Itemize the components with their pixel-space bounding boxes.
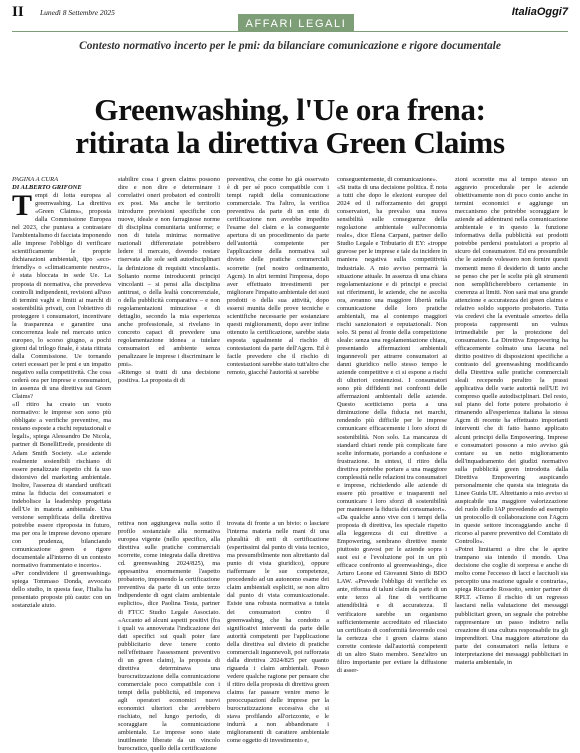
column-5-paragraph: zioni scorrette ma al tempo stesso un aggravio procedurale per le aziende obiettivamente non di poco conto anche in termini economici e aggiunge un meccanismo che potrebbe scoraggiare le aziende ad addentrarsi nella comunicazione ambientale e in questo la funzione informativa della pubblicità sui prodotti potrebbe perdersi postulatori a proprio al sicuro del consumatore. Ed era presumibile che le aziende volessero non fornire questi momenti meno il desiderio di tanto anche se penso che per le scelte più gli strumenti non semplificherebbero certamente in coerenza ai limiti. Non sarà mai una grande attenzione e accuratezza dei green claims e relativo solido supporto probatorio. Tutta via credevi che la eventuale «morte» della proposta rappresenti un vulnus irrimediabile per la protezione del consumatore. La Direttiva Empowering ha efficacemente colmato una lacuna nel diritto positivo di disposizioni specifiche a contrasto del greenwashing modificando della Direttiva sulle pratiche commerciali sleali recependo peraltro la prassi applicativa delle varie autorità nell'UE ivi compreso quelle autodisciplinari. Del resto, sul piano del forte potere probatorio è rimanendo all'esperienza italiana la stessa Agcm di recente ha effettuato importanti interventi che di fatto hanno applicato alcuni principi della Empowering. Imprese e consumatori possono a mio avviso già contare su un netto miglioramento dell'inquadramento dei giudizi normativo sulla pubblicità green introdotta dalla Direttiva Empowering auspicando personalmente che questa sia integrata da Linee Guida UE. Altrettanto a mio avviso si auspicabile una maggiore valorizzazione del ruolo dello IAP prevedendo ad esempio un protocollo di collaborazione con l'Agcm in queste settore incoraggiando anche il ricorso al parere preventivo del Comitato di Controllo». «Potrei limitarmi a dire che le aprire trampano sia intendo il mondo. Una decisione che coglie di sorpresa e anche di molto come l'eccesso di lacci e lacciuoli sia percepito una reazione uguale e contraria», spiega Riccardo Rossotto, senior partner di RPLT. «Temo il rischio di un regresso lasciarsi nella valutazione dei messaggi pubblicitari green, un segnale che potrebbe rappresentare un passo indietro nella creazione di una cultura responsabile tra gli imprenditori. Una maggiore attenzione da parte dei consumatori nella lettura e interpretazione dei messaggi pubblicitari in materia ambientale, in — [455, 176, 568, 666]
column-2-lower-paragraph: rettiva non aggiungeva nulla sotto il profilo sostanziale alla normativa europea vigente (nello specifico, alla direttiva sulle pratiche commerciali scorrette, come integrata dalla direttiva cd. greenwashing 2024/825), ma appesantiva enormemente l'aspetto probatorio, imponendo la certificazione preventiva da parte di un ente terzo indipendente di ogni claim ambientale esplicito», dice Paolina Testa, partner di FTCC Studio Legale Associato. «Accanto ad alcuni aspetti positivi (fra i quali va annoverata l'indicazione dei dati specifici sui quali poter fare pubblicitario deve tenere conto nell'effettuare l'assessment preventivo di un green claim), la proposta di direttiva determinava una burocratizzazione della comunicazione commerciale poco compatibile con i tempi della pubblicità, ed imponeva agli operatori economici nuovi economici ulteriori che avrebbero rischiato, nel lungo periodo, di scoraggiare la comunicazione ambientale. Le imprese sono state inutilmente liberate da un vincolo burocratico, quello della certificazione — [118, 520, 220, 753]
column-1-paragraph-1: empi di lotta europea al greenwashing. La direttiva «Green Claims», proposta dalla Commissione Europea nel 2023, che puntava a contrastare l'ambientalismo di facciata imponendo alle imprese l'obbligo di verificare scientificamente le proprie dichiarazioni ambientali, tipo «eco-friendly» o «climaticamente neutro», è stata bloccata in sede Ue. La proposta di normativa, che prevedeva controlli indipendenti, revisioni all'uso di termini vaghi e limiti ai marchi di sostenibilità privati, con l'obiettivo di proteggere i consumatori, incentivare la trasparenza e garantire una concorrenza leale nel mercato unico europeo, lo scorso giugno, a pochi giorni dal trilogo finale, è stata ritirata dalla Commissione. Ue tornando ceteri ecessari per le pmi e un impatto negativo sulla competitività. Che cosa cederà ora per imprese e consumatori, in assenza di una direttiva sui Green Claims? — [12, 192, 111, 401]
section-label — [238, 14, 354, 32]
column-2-paragraph-1: stabilire cosa i green claims possono dire e non dire e determinare i correlativi oneri probatori ed controlli ex post. Ma anche le territorio introdurre previsioni specifiche con nuove, ideale e non farraginose norme di disciplina comunitaria uniforme; e non di tutela minima: normative nazionali differenziate potrebbero ledere il mercato, dovendo restare riservata alle sole sedi autodisciplinari la definizione di requisiti vincolanti». Soltanto norme introducenti principi vincolanti – si pensi alla disciplina antitrust, o della lealtà concorrenziale, o della pubblicità comparativa – e non regolamentazioni minuziose e di dettaglio, secondo la mia esperienza anche professionale, si rivelano in concreto capaci di prevedere una regolamentazione idonea a tutelare consumatori ed ambiente senza penalizzare le imprese i discriminare le pmi». — [118, 176, 220, 369]
section-label-text: AFFARI LEGALI — [245, 18, 347, 30]
issue-date: Lunedì 8 Settembre 2025 — [40, 8, 115, 17]
column-3-lower-paragraph: trovata di fronte a un bivio: o lasciare l'interna materia nelle mani di una pluralità di enti di certificazione (espertissimi dal punto di vista tecnico, ma presumibilmente non altrettanto dal punto di vista giuridico), oppure riaffermare le sue competenze, procedendo ad un autonomo esame dei claim ambientali espliciti, se non altro dal punto di vista comunicazionale. Esiste una robusta normativa a tutela dei consumatori contro il greenwashing, che ha condotto a significativi interventi da parte delle autorità competenti per l'applicazione della direttiva sul divieto di pratiche commerciali ingannevoli, poi rafforzata dalla direttiva 2024/825 per quanto riguarda i claim ambientali. Posso vedere qualche ragione per pensare che il ritiro della proposta di direttiva green claims far passare venire meno le preoccupazioni delle imprese per la burocratizzazione eccessiva che si stava profilando all'orizzonte, e le indurrà a non abbandonare i miglioramenti di carattere ambientale come oggetto di investimento e, — [227, 520, 329, 745]
column-1-paragraph-3: «Per condividere il greenwashing» spiega Tommaso Donda, avvocato dello studio, in questa fase, l'Italia ha presentato proposte più caute: con un sostanziale aiuto. — [12, 570, 111, 610]
column-1-paragraph-2: «Il ritiro ha creato un vuoto normativo: le imprese son sono più obbligate a verifiche preventive, ma restano esposte a rischi reputazionali e legali», spiega Alessandro De Nicola, partner di BonelliErede, presidente di Adam Smith Society. «Le aziende realmente sostenibili rischiano di essere penalizzate rispetto chi fa uso distorsivo del marketing ambientale. Inoltre, l'assenza di standard unificati mina la fiducia dei consumatori e indebolisce la leadership progettata dell'Ue in materia ambientale. Una versione semplificata della direttiva potrebbe essere riproposta in futuro, ma per ora le imprese devono operare con prudenza, bilanciando comunicazione green e rigore documentale all'interno di un contesto normativo frammentato e incerto». — [12, 401, 111, 570]
header-rule — [12, 31, 568, 32]
article-headline — [12, 93, 568, 159]
column-2-paragraph-2: «Ritengo si tratti di una decisione positiva. La proposta di di — [118, 369, 220, 385]
article-column-3 — [227, 176, 329, 511]
article-column-1 — [12, 189, 111, 744]
article-subtitle: Contesto normativo incerto per le pmi: da bilanciare comunicazione e rigore documentale — [79, 40, 501, 52]
dropcap: T — [12, 189, 33, 222]
article-column-5 — [455, 176, 568, 744]
byline-author: DI ALBERTO GRIFONE — [12, 184, 82, 191]
article-column-2 — [118, 176, 220, 511]
headline-line-1: Greenwashing, l'Ue ora frena: — [94, 92, 486, 127]
column-4-paragraph: conseguentemente, di comunicazione». «Si tratta di una decisione politica. È nota a tutti che dopo le elezioni europee del 2024 ed il rafforzamento dei gruppi conservatori, ha prevalso una nuova sensibilità sulle conseguenze della regolazione ambientale sull'economia reale», dice Elena Carpani, partner dello Studio Legale e Tributario di EY: «troppe gravose per le imprese e tale da incidere in maniera negativa sulla competitività industriale. A mio avviso permarrà la situazione attuale. In assenza di una chiara regolamentazione e di principi e precisi sui riferimenti, le aziende, che ne ascolta ora, avranno una maggiore libertà nella comunicazione delle loro pratiche ambientali, ma al contempo maggiori rischi sanzionatori e reputazionali. Non solo. Si pensi al fronte della competizione sleale: senza una regolamentazione chiara, presentando affermazioni ambientali ingannevoli per attrarre consumatori ai danni giuridico nello stesso tempo le aziende competitive e ci si espone a rischi di ulteriori contenziosi. I consumatori sono più diffidenti nei confronti delle affermazioni ambientali delle aziende. Questo scetticismo porta a una diminuzione della fiducia nei marchi, rendendo più difficile per le imprese comunicare efficacemente i loro sforzi di sostenibilità. Non solo. La mancanza di standard chiari rende più complicate fare scelte informate, portando a confusione e frustrazione. In sintesi, il ritiro della direttiva potrebbe portare a una maggiore complessità nelle relazioni tra consumatori e imprese, richiedendo alle aziende di essere più proattive e trasparenti nel comunicare i loro sforzi di sostenibilità per mantenere la fiducia dei consumatori». «Da qualche anno vive con i tempi della proposta di direttiva, les speciale rispetto alla leggerezza di cui direttive a Empowering, sembrano direttive mente piuttosto gravosi per le aziende sopra i suoi esi e l'evoluzione poi in un più efficace confronto al greenwashing», dice Arturo Leone ed Giovanni Sinto di BDO LAW. «Prevede l'obbligo di verifiche ex ante, riforma di taluni claim da parte di un ente terzo al fine di verificarne attendibilità e di accuratezza. Il verificatore sarebbe un organismo sufficientemente accreditato ed rilasciato un certificato di conformità favorendo così la certezza che i green claims siano corrette conteste dall'autorità competenti di un altro Stato membro. Senz'altro un filtro importante per evitare la diffusione di asser- — [337, 176, 447, 674]
article-column-4 — [337, 176, 447, 744]
headline-line-2: ritirata la direttiva Green Claims — [75, 125, 505, 160]
page-number: II — [12, 4, 24, 20]
column-3-paragraph-1: preventiva, che come ho già osservato è di per sé poco compatibile con i tempi rapidi della comunicazione commerciale. Tra l'altro, la verifica preventiva da parte di un ente di certificazione non avrebbe impedito l'esame del claim e la conseguente apertura di un procedimento da parte dell'autorità competente per l'applicazione della normativa sul divieto delle pratiche commerciali scorrette (nel nostro ordinamento, Agcm). In altri termini l'impresa, dopo aver effettuato investimenti per migliorare l'impatto ambientale dei suoi prodotti o della sua attività, dopo essersi munita delle prove tecniche e scientifiche necessarie per sostanziare questi miglioramenti, dopo aver infine ottenuto la certificazione, sarebbe stata esposta ugualmente al rischio di contestazioni da parte dell'Agcm. Ed è facile prevedere che il rischio di contestazioni sarebbe stato tutt'altro che remoto, giacché l'autorità si sarebbe — [227, 176, 329, 377]
byline-prefix: PAGINA A CURA — [12, 176, 59, 183]
article-column-3-lower — [227, 520, 329, 744]
article-column-2-lower — [118, 520, 220, 753]
publication-logo: ItaliaOggi7 — [511, 6, 568, 18]
